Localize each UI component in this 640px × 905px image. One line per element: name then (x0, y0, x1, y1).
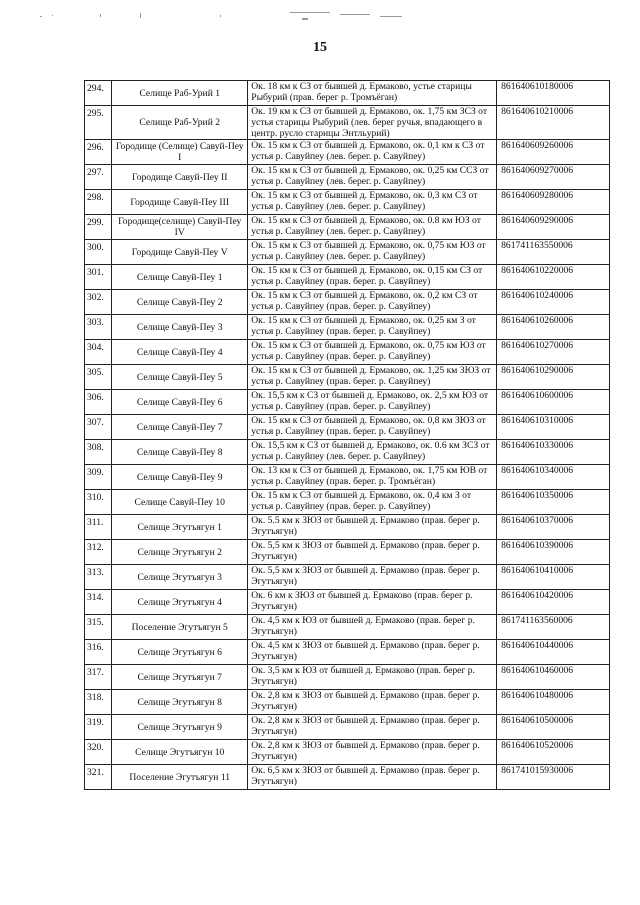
site-name-cell: Селище Эгутъягун 7 (112, 665, 248, 690)
table-row (85, 440, 610, 465)
heritage-sites-table (84, 80, 610, 790)
table-row (85, 215, 610, 240)
row-number-cell: 294. (85, 81, 112, 106)
row-number-cell: 318. (85, 690, 112, 715)
page-number: 15 (313, 40, 327, 55)
table-row (85, 365, 610, 390)
location-cell: Ок. 15 км к СЗ от бывшей д. Ермаково, ок. 0,15 км СЗ от устья р. Савуйпеу (прав. берег. р. Савуйпеу) (248, 265, 497, 290)
site-name-cell: Селище Савуй-Пеу 3 (112, 315, 248, 340)
site-name-cell: Селище Эгутъягун 10 (112, 740, 248, 765)
table-row (85, 140, 610, 165)
scan-artifact (40, 6, 600, 28)
row-number-cell: 308. (85, 440, 112, 465)
site-name-cell: Селище Савуй-Пеу 2 (112, 290, 248, 315)
row-number-cell: 319. (85, 715, 112, 740)
location-cell: Ок. 15 км к СЗ от бывшей д. Ермаково, ок. 0,1 км к СЗ от устья р. Савуйпеу (лев. берег. р. Савуйпеу) (248, 140, 497, 165)
row-number-cell: 312. (85, 540, 112, 565)
registry-code-cell: 861741163550006 (497, 240, 610, 265)
row-number-cell: 321. (85, 765, 112, 790)
site-name-cell: Селище Раб-Урий 1 (112, 81, 248, 106)
table-row (85, 590, 610, 615)
table-row (85, 415, 610, 440)
site-name-cell: Поселение Эгутъягун 5 (112, 615, 248, 640)
row-number-cell: 316. (85, 640, 112, 665)
site-name-cell: Селище Эгутъягун 1 (112, 515, 248, 540)
registry-code-cell: 861640610350006 (497, 490, 610, 515)
location-cell: Ок. 19 км к СЗ от бывшей д. Ермаково, ок. 1,75 км ЗСЗ от устья старицы Рыбурий (лев. берег ручья, впадающего в центр. русло старицы Энтльурий) (248, 106, 497, 140)
table-row (85, 465, 610, 490)
site-name-cell: Селище Савуй-Пеу 6 (112, 390, 248, 415)
row-number-cell: 310. (85, 490, 112, 515)
table-row (85, 290, 610, 315)
location-cell: Ок. 2,8 км к ЗЮЗ от бывшей д. Ермаково (прав. берег р. Эгутъягун) (248, 715, 497, 740)
row-number-cell: 306. (85, 390, 112, 415)
row-number-cell: 300. (85, 240, 112, 265)
site-name-cell: Селище Эгутъягун 4 (112, 590, 248, 615)
row-number-cell: 317. (85, 665, 112, 690)
registry-code-cell: 861640610370006 (497, 515, 610, 540)
registry-code-cell: 861640610330006 (497, 440, 610, 465)
site-name-cell: Селище Эгутъягун 6 (112, 640, 248, 665)
row-number-cell: 311. (85, 515, 112, 540)
site-name-cell: Городище (Селище) Савуй-Пеу I (112, 140, 248, 165)
registry-code-cell: 861640610480006 (497, 690, 610, 715)
site-name-cell: Селище Раб-Урий 2 (112, 106, 248, 140)
table-row (85, 515, 610, 540)
site-name-cell: Селище Савуй-Пеу 1 (112, 265, 248, 290)
row-number-cell: 298. (85, 190, 112, 215)
location-cell: Ок. 2,8 км к ЗЮЗ от бывшей д. Ермаково (прав. берег р. Эгутъягун) (248, 740, 497, 765)
location-cell: Ок. 15 км к СЗ от бывшей д. Ермаково, ок. 0,25 км ССЗ от устья р. Савуйпеу (лев. берег. р. Савуйпеу) (248, 165, 497, 190)
row-number-cell: 303. (85, 315, 112, 340)
site-name-cell: Селище Савуй-Пеу 5 (112, 365, 248, 390)
registry-code-cell: 861640609290006 (497, 215, 610, 240)
location-cell: Ок. 4,5 км к ЮЗ от бывшей д. Ермаково (прав. берег р. Эгутъягун) (248, 615, 497, 640)
row-number-cell: 313. (85, 565, 112, 590)
row-number-cell: 315. (85, 615, 112, 640)
location-cell: Ок. 15 км к СЗ от бывшей д. Ермаково, ок. 1,25 км ЗЮЗ от устья р. Савуйпеу (прав. берег. р. Савуйпеу) (248, 365, 497, 390)
registry-code-cell: 861640610260006 (497, 315, 610, 340)
registry-code-cell: 861640610390006 (497, 540, 610, 565)
row-number-cell: 301. (85, 265, 112, 290)
table-row (85, 81, 610, 106)
site-name-cell: Городище Савуй-Пеу II (112, 165, 248, 190)
table-row (85, 265, 610, 290)
registry-code-cell: 861640610410006 (497, 565, 610, 590)
location-cell: Ок. 15 км к СЗ от бывшей д. Ермаково, ок. 0.8 км ЮЗ от устья р. Савуйпеу (лев. берег. р. Савуйпеу) (248, 215, 497, 240)
location-cell: Ок. 15 км к СЗ от бывшей д. Ермаково, ок. 0,2 км СЗ от устья р. Савуйпеу (прав. берег. р. Савуйпеу) (248, 290, 497, 315)
registry-code-cell: 861640609270006 (497, 165, 610, 190)
row-number-cell: 302. (85, 290, 112, 315)
table-row (85, 315, 610, 340)
location-cell: Ок. 15 км к СЗ от бывшей д. Ермаково, ок. 0,3 км СЗ от устья р. Савуйпеу (лев. берег. р. Савуйпеу) (248, 190, 497, 215)
row-number-cell: 296. (85, 140, 112, 165)
location-cell: Ок. 15 км к СЗ от бывшей д. Ермаково, ок. 0,75 км ЮЗ от устья р. Савуйпеу (лев. берег. р. Савуйпеу) (248, 240, 497, 265)
location-cell: Ок. 2,8 км к ЗЮЗ от бывшей д. Ермаково (прав. берег р. Эгутъягун) (248, 690, 497, 715)
location-cell: Ок. 5,5 км к ЗЮЗ от бывшей д. Ермаково (прав. берег р. Эгутъягун) (248, 540, 497, 565)
site-name-cell: Селище Савуй-Пеу 9 (112, 465, 248, 490)
location-cell: Ок. 13 км к СЗ от бывшей д. Ермаково, ок. 1,75 км ЮВ от устья р. Савуйпеу (прав. берег. р. Тромъёган) (248, 465, 497, 490)
registry-code-cell: 861640609260006 (497, 140, 610, 165)
table-row (85, 640, 610, 665)
table-row (85, 390, 610, 415)
registry-code-cell: 861741015930006 (497, 765, 610, 790)
registry-code-cell: 861640610310006 (497, 415, 610, 440)
table-row (85, 165, 610, 190)
registry-code-cell: 861640610520006 (497, 740, 610, 765)
site-name-cell: Городище(селище) Савуй-Пеу IV (112, 215, 248, 240)
registry-code-cell: 861741163560006 (497, 615, 610, 640)
location-cell: Ок. 15,5 км к СЗ от бывшей д. Ермаково, ок. 0.6 км ЗСЗ от устья р. Савуйпеу (лев. берег. р. Савуйпеу) (248, 440, 497, 465)
site-name-cell: Селище Савуй-Пеу 8 (112, 440, 248, 465)
registry-code-cell: 861640610240006 (497, 290, 610, 315)
table-row (85, 240, 610, 265)
registry-code-cell: 861640610460006 (497, 665, 610, 690)
table-row (85, 615, 610, 640)
row-number-cell: 307. (85, 415, 112, 440)
location-cell: Ок. 15 км к СЗ от бывшей д. Ермаково, ок. 0,75 км ЮЗ от устья р. Савуйпеу (прав. берег. р. Савуйпеу) (248, 340, 497, 365)
location-cell: Ок. 15 км к СЗ от бывшей д. Ермаково, ок. 0,8 км ЗЮЗ от устья р. Савуйпеу (прав. берег. р. Савуйпеу) (248, 415, 497, 440)
location-cell: Ок. 3,5 км к ЮЗ от бывшей д. Ермаково (прав. берег р. Эгутъягун) (248, 665, 497, 690)
row-number-cell: 297. (85, 165, 112, 190)
registry-code-cell: 861640610420006 (497, 590, 610, 615)
location-cell: Ок. 18 км к СЗ от бывшей д. Ермаково, устье старицы Рыбурий (прав. берег р. Тромъёган) (248, 81, 497, 106)
registry-code-cell: 861640610210006 (497, 106, 610, 140)
row-number-cell: 299. (85, 215, 112, 240)
row-number-cell: 304. (85, 340, 112, 365)
site-name-cell: Селище Эгутъягун 3 (112, 565, 248, 590)
registry-code-cell: 861640610180006 (497, 81, 610, 106)
location-cell: Ок. 6,5 км к ЗЮЗ от бывшей д. Ермаково (прав. берег р. Эгутъягун) (248, 765, 497, 790)
registry-code-cell: 861640610340006 (497, 465, 610, 490)
registry-code-cell: 861640610220006 (497, 265, 610, 290)
table-row (85, 715, 610, 740)
table-row (85, 490, 610, 515)
location-cell: Ок. 5.5 км к ЗЮЗ от бывшей д. Ермаково (прав. берег р. Эгутъягун) (248, 515, 497, 540)
table-row (85, 340, 610, 365)
row-number-cell: 314. (85, 590, 112, 615)
table-row (85, 565, 610, 590)
location-cell: Ок. 15 км к СЗ от бывшей д. Ермаково, ок. 0,25 км З от устья р. Савуйпеу (прав. берег. р. Савуйпеу) (248, 315, 497, 340)
table-row (85, 106, 610, 140)
table-row (85, 190, 610, 215)
site-name-cell: Городище Савуй-Пеу V (112, 240, 248, 265)
site-name-cell: Селище Савуй-Пеу 10 (112, 490, 248, 515)
registry-code-cell: 861640610600006 (497, 390, 610, 415)
site-name-cell: Городище Савуй-Пеу III (112, 190, 248, 215)
location-cell: Ок. 6 км к ЗЮЗ от бывшей д. Ермаково (прав. берег р. Эгутъягун) (248, 590, 497, 615)
location-cell: Ок. 15 км к СЗ от бывшей д. Ермаково, ок. 0,4 км З от устья р. Савуйпеу (прав. берег. р. Савуйпеу) (248, 490, 497, 515)
site-name-cell: Селище Савуй-Пеу 4 (112, 340, 248, 365)
site-name-cell: Селище Эгутъягун 8 (112, 690, 248, 715)
site-name-cell: Селище Эгутъягун 9 (112, 715, 248, 740)
table-row (85, 690, 610, 715)
registry-code-cell: 861640610290006 (497, 365, 610, 390)
row-number-cell: 305. (85, 365, 112, 390)
row-number-cell: 320. (85, 740, 112, 765)
row-number-cell: 295. (85, 106, 112, 140)
table-body (85, 81, 610, 790)
registry-code-cell: 861640609280006 (497, 190, 610, 215)
registry-code-cell: 861640610270006 (497, 340, 610, 365)
site-name-cell: Селище Эгутъягун 2 (112, 540, 248, 565)
table-row (85, 765, 610, 790)
table-row (85, 540, 610, 565)
location-cell: Ок. 15,5 км к СЗ от бывшей д. Ермаково, ок. 2,5 км ЮЗ от устья р. Савуйпеу (прав. берег. р. Савуйпеу) (248, 390, 497, 415)
site-name-cell: Поселение Эгутъягун 11 (112, 765, 248, 790)
location-cell: Ок. 5,5 км к ЗЮЗ от бывшей д. Ермаково (прав. берег р. Эгутъягун) (248, 565, 497, 590)
registry-code-cell: 861640610440006 (497, 640, 610, 665)
registry-code-cell: 861640610500006 (497, 715, 610, 740)
site-name-cell: Селище Савуй-Пеу 7 (112, 415, 248, 440)
table-row (85, 740, 610, 765)
table-row (85, 665, 610, 690)
row-number-cell: 309. (85, 465, 112, 490)
location-cell: Ок. 4,5 км к ЗЮЗ от бывшей д. Ермаково (прав. берег р. Эгутъягун) (248, 640, 497, 665)
